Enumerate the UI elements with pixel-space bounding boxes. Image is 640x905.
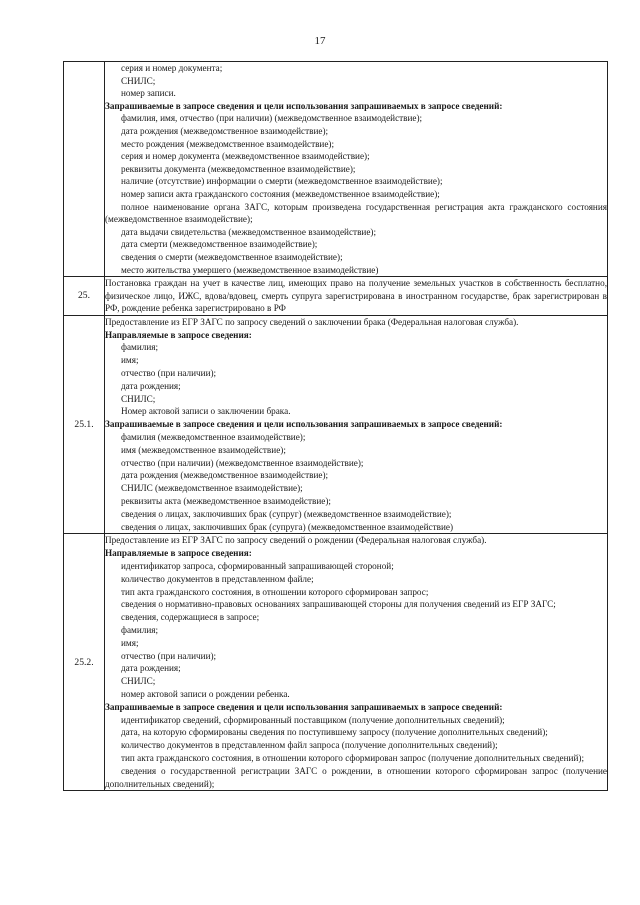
row-content (105, 277, 608, 316)
list-item: дата рождения (межведомственное взаимодействие); (121, 125, 329, 136)
list-item: сведения о государственной регистрации ЗАГС о рождении, в отношении которого сформирован запрос (получение дополнительных сведений); (105, 765, 607, 789)
service-title: Предоставление из ЕГР ЗАГС по запросу сведений о заключении брака (Федеральная налоговая служба). (105, 316, 519, 327)
list-item: СНИЛС; (121, 676, 156, 687)
service-title: Предоставление из ЕГР ЗАГС по запросу сведений о рождении (Федеральная налоговая служба). (105, 535, 487, 546)
list-item: серия и номер документа (межведомственное взаимодействие); (121, 151, 370, 162)
list-item: СНИЛС; (121, 75, 156, 86)
section-heading: Запрашиваемые в запросе сведения и цели использования запрашиваемых в запросе сведений: (105, 100, 503, 111)
list-item: сведения о нормативно-правовых основаниях запрашивающей стороны для получения сведений из ЕГР ЗАГС; (121, 599, 556, 610)
list-item: дата, на которую сформированы сведения по поступившему запросу (получение дополнительных сведений); (121, 727, 548, 738)
row-content (105, 62, 608, 277)
list-item: тип акта гражданского состояния, в отношении которого сформирован запрос; (121, 586, 429, 597)
list-item: СНИЛС; (121, 393, 156, 404)
services-table (63, 61, 608, 791)
table-row-25-1 (64, 315, 608, 534)
list-item: имя; (121, 355, 139, 366)
list-item: наличие (отсутствие) информации о смерти (межведомственное взаимодействие); (121, 176, 443, 187)
list-item: отчество (при наличии); (121, 368, 217, 379)
list-item: дата выдачи свидетельства (межведомственное взаимодействие); (121, 226, 377, 237)
list-item: СНИЛС (межведомственное взаимодействие); (121, 483, 303, 494)
row-number: 25. (64, 277, 105, 316)
list-item: тип акта гражданского состояния, в отношении которого сформирован запрос (получение дополнительных сведений); (121, 752, 585, 763)
list-item: отчество (при наличии); (121, 650, 217, 661)
list-item: идентификатор запроса, сформированный запрашивающей стороной; (121, 561, 394, 572)
section-heading: Направляемые в запросе сведения: (105, 329, 252, 340)
list-item: реквизиты документа (межведомственное взаимодействие); (121, 163, 356, 174)
row-content (105, 534, 608, 791)
list-item: дата рождения; (121, 663, 181, 674)
list-item: имя; (121, 637, 139, 648)
list-item: дата рождения; (121, 380, 181, 391)
table-row-25-2 (64, 534, 608, 791)
list-item: фамилия (межведомственное взаимодействие); (121, 432, 306, 443)
table-row-25 (64, 277, 608, 316)
list-item: полное наименование органа ЗАГС, которым произведена государственная регистрация акта гражданского состояния (межведомственное взаимодействие); (105, 201, 607, 225)
list-item: количество документов в представленном файле; (121, 573, 314, 584)
list-item: фамилия; (121, 342, 159, 353)
section-heading: Запрашиваемые в запросе сведения и цели использования запрашиваемых в запросе сведений: (105, 701, 503, 712)
row-number: 25.1. (64, 315, 105, 534)
row-number-cell (64, 62, 105, 277)
list-item: сведения о смерти (межведомственное взаимодействие); (121, 251, 343, 262)
row-content (105, 315, 608, 534)
list-item: реквизиты акта (межведомственное взаимодействие); (121, 496, 331, 507)
list-item: номер актовой записи о рождении ребенка. (121, 688, 290, 699)
list-item: место жительства умершего (межведомственное взаимодействие) (121, 264, 379, 275)
list-item: сведения о лицах, заключивших брак (супруг) (межведомственное взаимодействие); (121, 508, 452, 519)
table-row-continuation (64, 62, 608, 277)
list-item: дата смерти (межведомственное взаимодействие); (121, 239, 318, 250)
page-number: 17 (314, 35, 326, 47)
list-item: фамилия, имя, отчество (при наличии) (межведомственное взаимодействие); (121, 113, 423, 124)
list-item: отчество (при наличии) (межведомственное взаимодействие); (121, 457, 364, 468)
row-number: 25.2. (64, 534, 105, 791)
section-heading: Запрашиваемые в запросе сведения и цели использования запрашиваемых в запросе сведений: (105, 419, 503, 430)
section-heading: Направляемые в запросе сведения: (105, 548, 252, 559)
list-item: Номер актовой записи о заключении брака. (121, 406, 291, 417)
list-item: дата рождения (межведомственное взаимодействие); (121, 470, 329, 481)
list-item: место рождения (межведомственное взаимодействие); (121, 138, 335, 149)
list-item: сведения о лицах, заключивших брак (супруга) (межведомственное взаимодействие) (121, 521, 454, 532)
list-item: фамилия; (121, 625, 159, 635)
list-item: количество документов в представленном файл запроса (получение дополнительных сведений); (121, 740, 498, 751)
list-item: сведения, содержащиеся в запросе; (121, 612, 260, 623)
list-item: номер записи. (121, 88, 176, 99)
list-item: номер записи акта гражданского состояния (межведомственное взаимодействие); (121, 188, 440, 199)
list-item: имя (межведомственное взаимодействие); (121, 444, 286, 455)
list-item: серия и номер документа; (121, 63, 223, 73)
list-item: идентификатор сведений, сформированный поставщиком (получение дополнительных сведений); (121, 714, 505, 725)
service-description: Постановка граждан на учет в качестве лиц, имеющих право на получение земельных участков в собственность бесплатно, физическое лицо, ИЖС, вдова/вдовец, смерть супруга зарегистрирована в иностранном государстве, брак зарегистрирован в РФ, рождение ребенка зарегистрировано в РФ (105, 278, 607, 314)
